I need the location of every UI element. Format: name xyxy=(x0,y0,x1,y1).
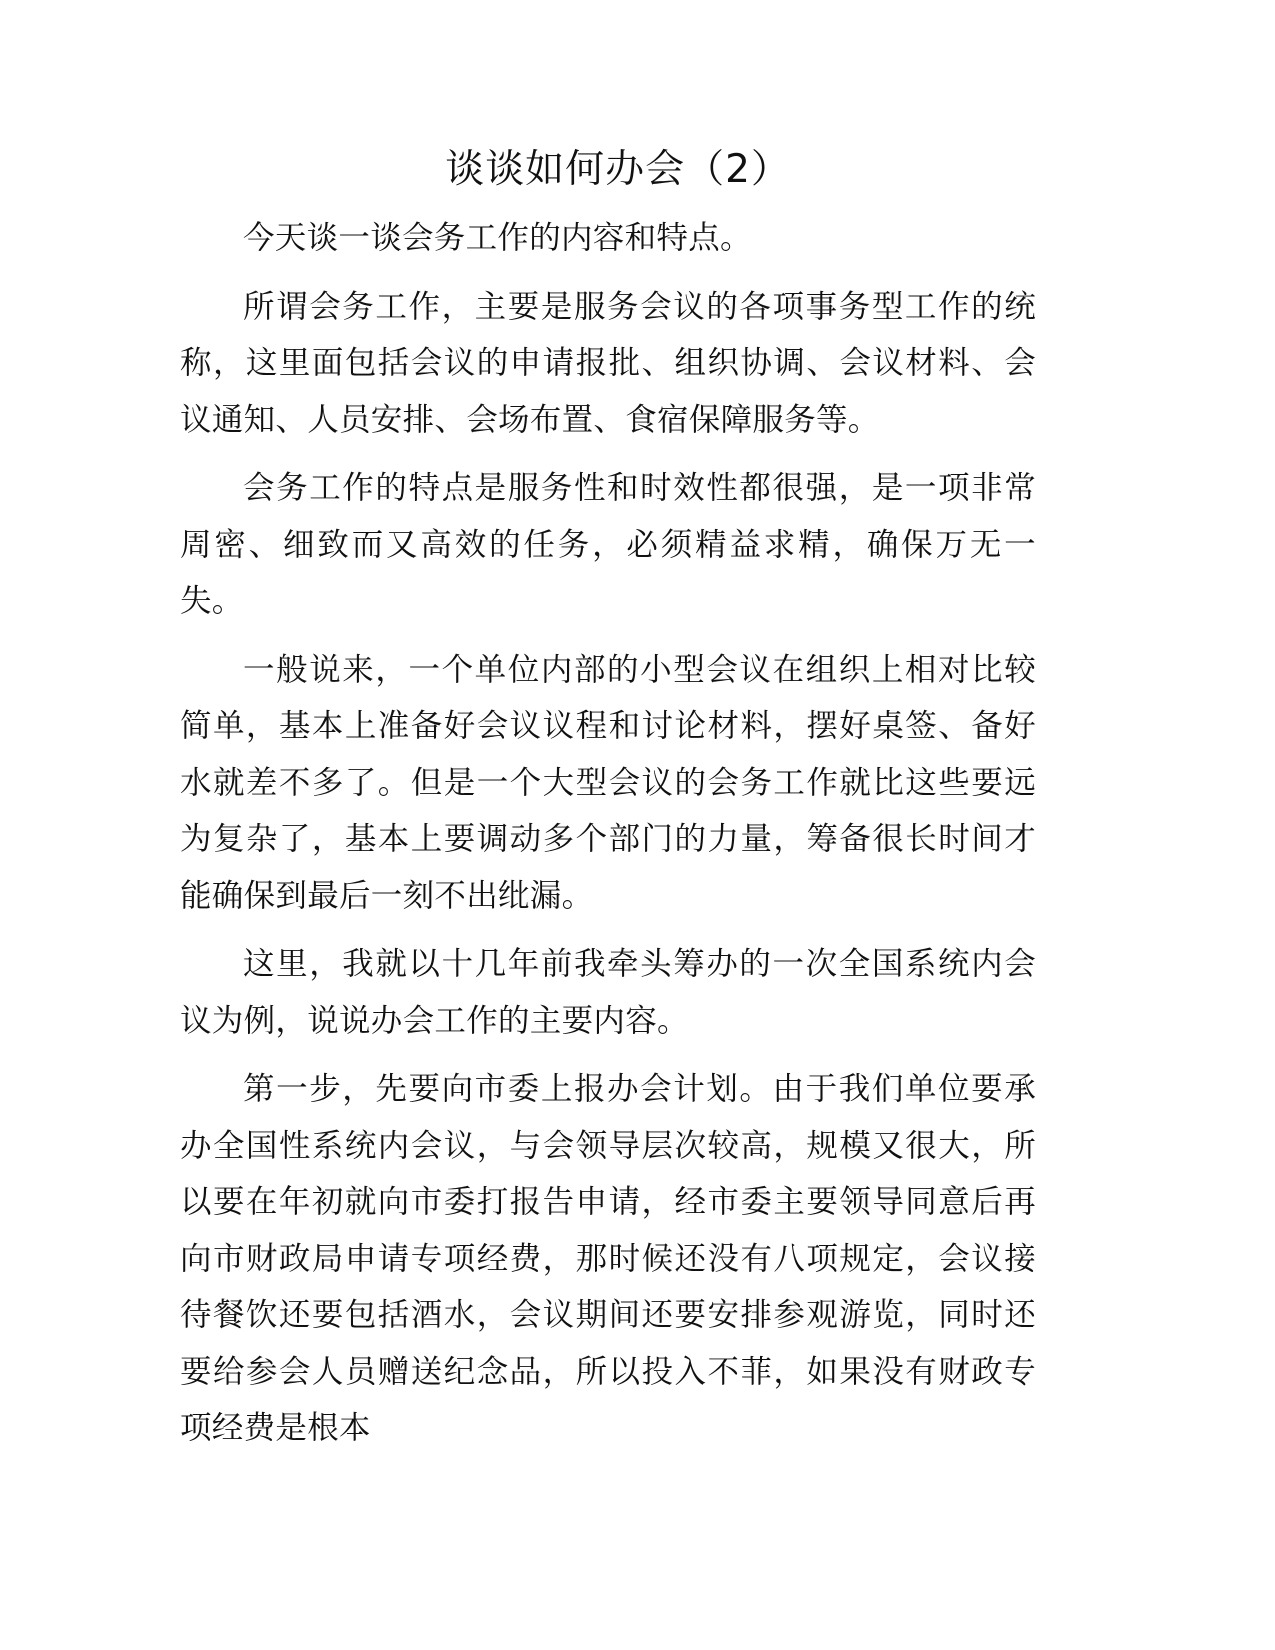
paragraph: 第一步，先要向市委上报办会计划。由于我们单位要承办全国性系统内会议，与会领导层次较高，规模又很大，所以要在年初就向市委打报告申请，经市委主要领导同意后再向市财政局申请专项经费，那时候还没有八项规定，会议接待餐饮还要包括酒水，会议期间还要安排参观游览，同时还要给参会人员赠送纪念品，所以投入不菲，如果没有财政专项经费是根本 xyxy=(180,1071,1036,1446)
document-page xyxy=(180,140,1036,1469)
paragraph: 一般说来，一个单位内部的小型会议在组织上相对比较简单，基本上准备好会议议程和讨论材料，摆好桌签、备好水就差不多了。但是一个大型会议的会务工作就比这些要远为复杂了，基本上要调动多个部门的力量，筹备很长时间才能确保到最后一刻不出纰漏。 xyxy=(180,651,1036,914)
paragraph: 会务工作的特点是服务性和时效性都很强，是一项非常周密、细致而又高效的任务，必须精益求精，确保万无一失。 xyxy=(180,470,1036,619)
paragraph: 这里，我就以十几年前我牵头筹办的一次全国系统内会议为例，说说办会工作的主要内容。 xyxy=(180,946,1036,1039)
paragraph: 所谓会务工作，主要是服务会议的各项事务型工作的统称，这里面包括会议的申请报批、组织协调、会议材料、会议通知、人员安排、会场布置、食宿保障服务等。 xyxy=(180,288,1036,438)
document-title: 谈谈如何办会（2） xyxy=(445,147,791,192)
paragraph: 今天谈一谈会务工作的内容和特点。 xyxy=(243,220,752,256)
